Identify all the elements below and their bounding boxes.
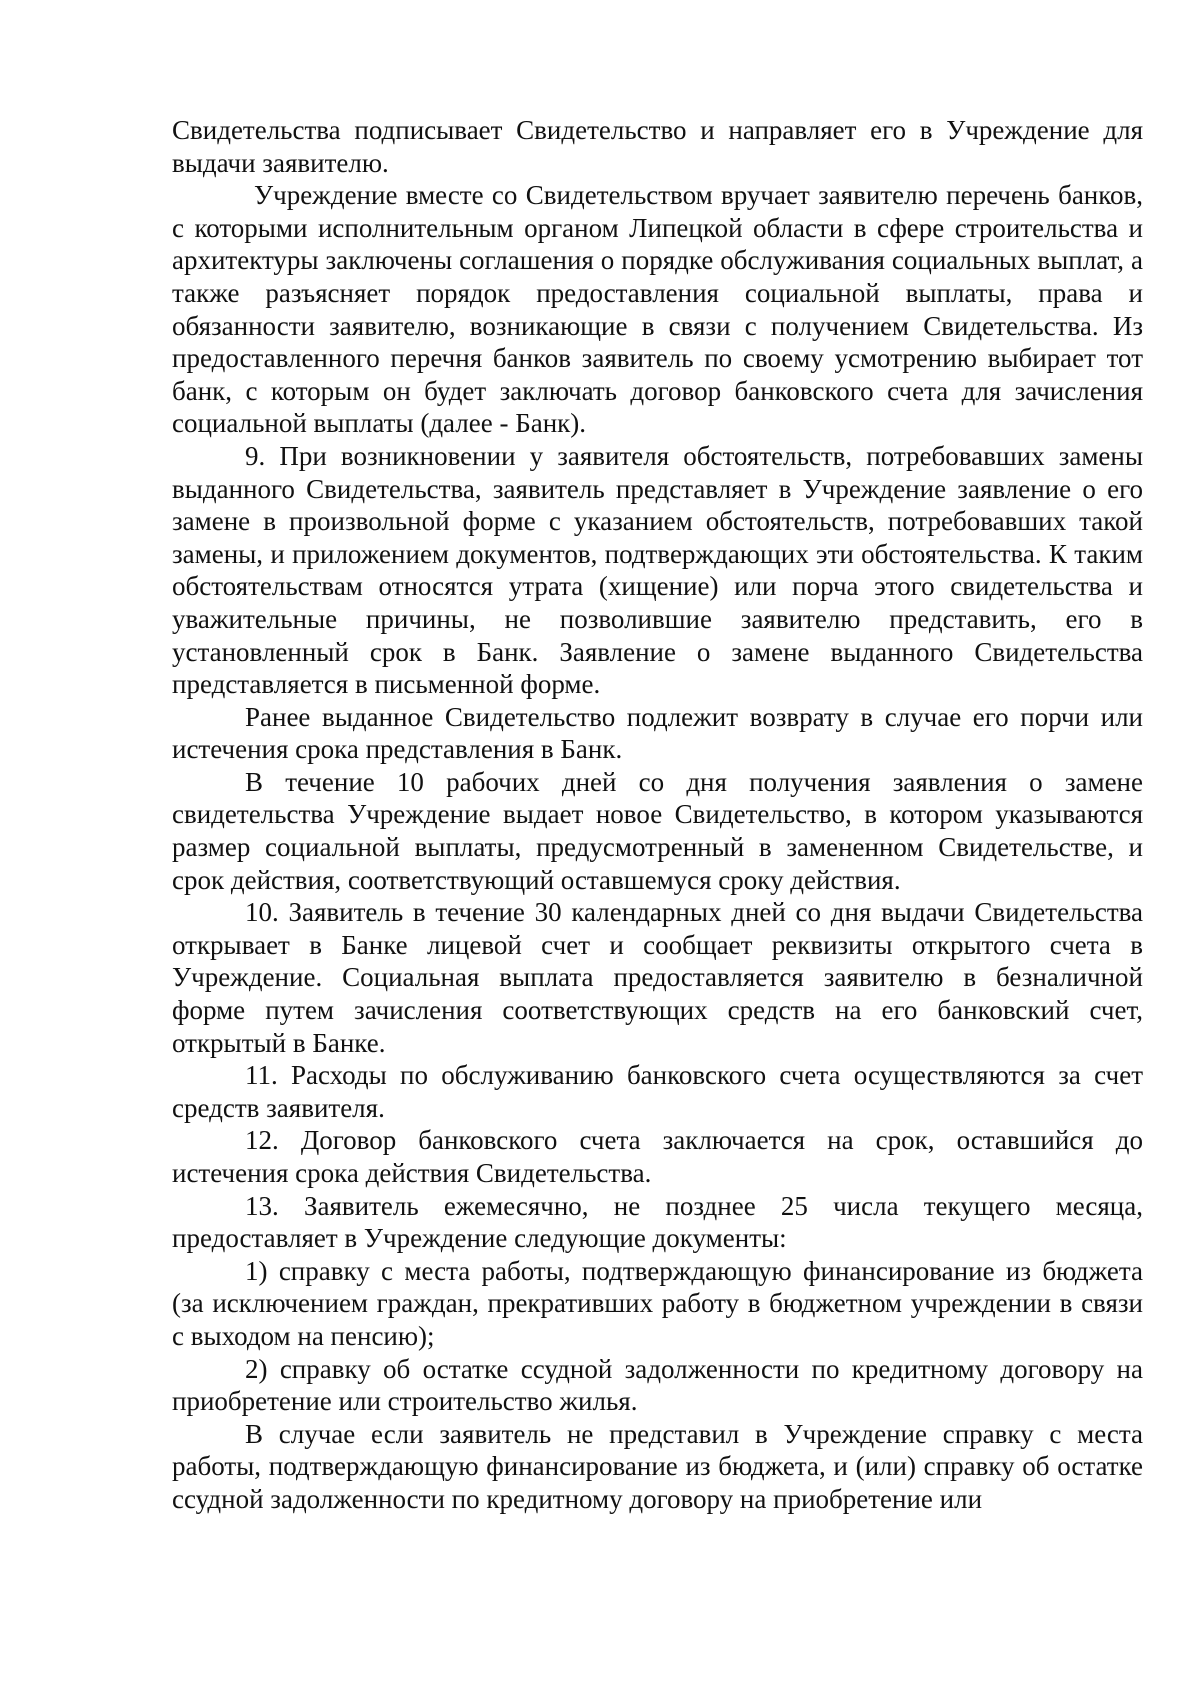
paragraph-certificate-signing: Свидетельства подписывает Свидетельство и направляет его в Учреждение для выдачи заявителю. <box>172 115 1143 178</box>
paragraph-item-12: 12. Договор банковского счета заключается на срок, оставшийся до истечения срока действия Свидетельства. <box>172 1125 1143 1188</box>
paragraph-item-10: 10. Заявитель в течение 30 календарных дней со дня выдачи Свидетельства открывает в Банке лицевой счет и сообщает реквизиты открытого счета в Учреждение. Социальная выплата предоставляется заявителю в безналичной форме путем зачисления соответствующих средств на его банковский счет, открытый в Банке. <box>172 897 1143 1058</box>
document-page <box>172 114 1143 1516</box>
paragraph-missing-documents: В случае если заявитель не представил в Учреждение справку с места работы, подтверждающую финансирование из бюджета, и (или) справку об остатке ссудной задолженности по кредитному договору на приобретение или <box>172 1418 1143 1514</box>
paragraph-certificate-return: Ранее выданное Свидетельство подлежит возврату в случае его порчи или истечения срока представления в Банк. <box>172 701 1143 765</box>
paragraph-subitem-2: 2) справку об остатке ссудной задолженности по кредитному договору на приобретение или строительство жилья. <box>172 1353 1143 1417</box>
paragraph-item-13: 13. Заявитель ежемесячно, не позднее 25 числа текущего месяца, предоставляет в Учреждение следующие документы: <box>172 1190 1143 1254</box>
paragraph-new-certificate: В течение 10 рабочих дней со дня получения заявления о замене свидетельства Учреждение выдает новое Свидетельство, в котором указываются размер социальной выплаты, предусмотренный в замененном Свидетельстве, и срок действия, соответствующий оставшемуся сроку действия. <box>172 766 1143 895</box>
paragraph-subitem-1: 1) справку с места работы, подтверждающую финансирование из бюджета (за исключением граждан, прекративших работу в бюджетном учреждении в связи с выходом на пенсию); <box>172 1255 1143 1351</box>
paragraph-item-11: 11. Расходы по обслуживанию банковского счета осуществляются за счет средств заявителя. <box>172 1060 1143 1123</box>
paragraph-bank-list: Учреждение вместе со Свидетельством вручает заявителю перечень банков, с которыми исполнительным органом Липецкой области в сфере строительства и архитектуры заключены соглашения о порядке обслуживания социальных выплат, а также разъясняет порядок предоставления социальной выплаты, права и обязанности заявителю, возникающие в связи с получением Свидетельства. Из предоставленного перечня банков заявитель по своему усмотрению выбирает тот банк, с которым он будет заключать договор банковского счета для зачисления социальной выплаты (далее - Банк). <box>172 180 1143 439</box>
paragraph-item-9: 9. При возникновении у заявителя обстоятельств, потребовавших замены выданного Свидетельства, заявитель представляет в Учреждение заявление о его замене в произвольной форме с указанием обстоятельств, потребовавших такой замены, и приложением документов, подтверждающих эти обстоятельства. К таким обстоятельствам относятся утрата (хищение) или порча этого свидетельства и уважительные причины, не позволившие заявителю представить, его в установленный срок в Банк. Заявление о замене выданного Свидетельства представляется в письменной форме. <box>172 440 1143 700</box>
